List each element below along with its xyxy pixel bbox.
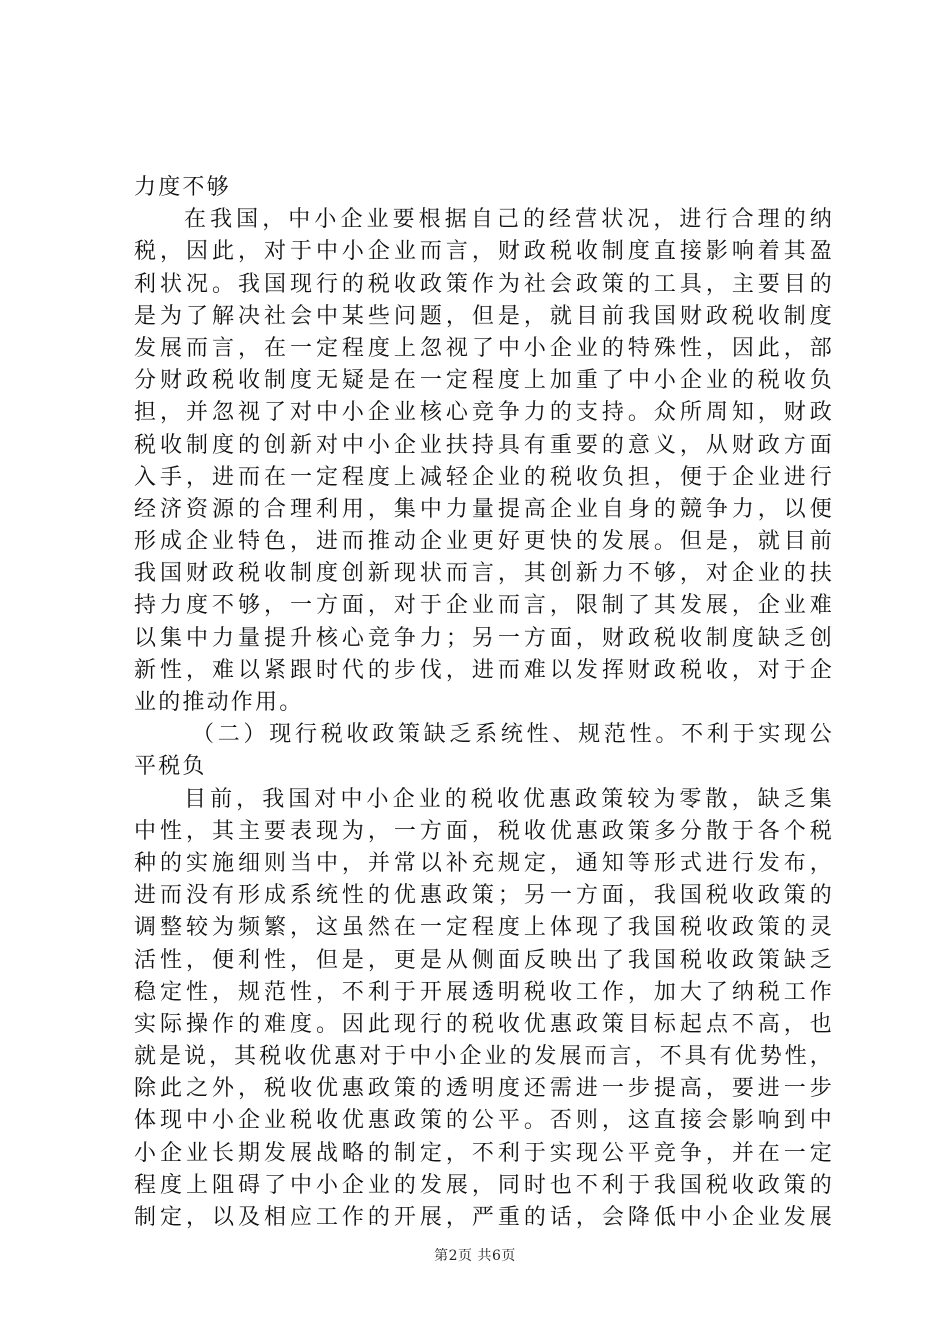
text-line: 中性，其主要表现为，一方面，税收优惠政策多分散于各个税 (134, 818, 834, 844)
text-line: 除此之外，税收优惠政策的透明度还需进一步提高，要进一步 (134, 1076, 834, 1102)
body-text (134, 172, 834, 1234)
text-line: 担，并忽视了对中小企业核心竞争力的支持。众所周知，财政 (134, 400, 834, 426)
text-line: 利状况。我国现行的税收政策作为社会政策的工具，主要目的 (134, 271, 834, 297)
text-line: 以集中力量提升核心竞争力；另一方面，财政税收制度缺乏创 (134, 625, 834, 651)
text-line: 制定，以及相应工作的开展，严重的话，会降低中小企业发展 (134, 1205, 834, 1230)
text-line: 程度上阻碍了中小企业的发展，同时也不利于我国税收政策的 (134, 1172, 834, 1198)
text-line: 持力度不够，一方面，对于企业而言，限制了其发展，企业难 (134, 593, 834, 619)
section-heading-continued: 平税负 (134, 754, 207, 780)
text-line: 分财政税收制度无疑是在一定程度上加重了中小企业的税收负 (134, 368, 834, 394)
text-line: 调整较为频繁，这虽然在一定程度上体现了我国税收政策的灵 (134, 915, 834, 941)
page-number-footer: 第2页 共6页 (434, 1248, 516, 1264)
text-line: 实际操作的难度。因此现行的税收优惠政策目标起点不高，也 (134, 1011, 834, 1037)
text-line: 入手，进而在一定程度上减轻企业的税收负担，便于企业进行 (134, 464, 834, 490)
text-line: 发展而言，在一定程度上忽视了中小企业的特殊性，因此，部 (134, 335, 834, 361)
section-heading: （二）现行税收政策缺乏系统性、规范性。不利于实现公 (192, 722, 834, 748)
text-line: 业的推动作用。 (134, 690, 304, 715)
text-line: 我国财政税收制度创新现状而言，其创新力不够，对企业的扶 (134, 561, 834, 587)
text-line: 稳定性，规范性，不利于开展透明税收工作，加大了纳税工作 (134, 979, 834, 1005)
text-line: 税，因此，对于中小企业而言，财政税收制度直接影响着其盈 (134, 239, 834, 265)
text-line: 就是说，其税收优惠对于中小企业的发展而言，不具有优势性， (134, 1044, 834, 1070)
text-line: 进而没有形成系统性的优惠政策；另一方面，我国税收政策的 (134, 883, 834, 909)
text-line: 形成企业特色，进而推动企业更好更快的发展。但是，就目前 (134, 529, 834, 555)
text-line: 活性，便利性，但是，更是从侧面反映出了我国税收政策缺乏 (134, 947, 834, 973)
text-line: 是为了解决社会中某些问题，但是，就目前我国财政税收制度 (134, 303, 834, 329)
paragraph-first-line: 在我国，中小企业要根据自己的经营状况，进行合理的纳 (184, 207, 834, 233)
paragraph-first-line: 目前，我国对中小企业的税收优惠政策较为零散，缺乏集 (184, 786, 834, 812)
text-line: 种的实施细则当中，并常以补充规定，通知等形式进行发布， (134, 850, 834, 876)
text-line: 体现中小企业税收优惠政策的公平。否则，这直接会影响到中 (134, 1108, 834, 1134)
text-line: 经济资源的合理利用，集中力量提高企业自身的競争力，以便 (134, 496, 834, 522)
text-line: 新性，难以紧跟时代的步伐，进而难以发挥财政税收，对于企 (134, 657, 834, 683)
text-line: 小企业长期发展战略的制定，不利于实现公平竞争，并在一定 (134, 1140, 834, 1166)
text-line: 力度不够 (134, 175, 231, 200)
text-line: 税收制度的创新对中小企业扶持具有重要的意义，从财政方面 (134, 432, 834, 458)
